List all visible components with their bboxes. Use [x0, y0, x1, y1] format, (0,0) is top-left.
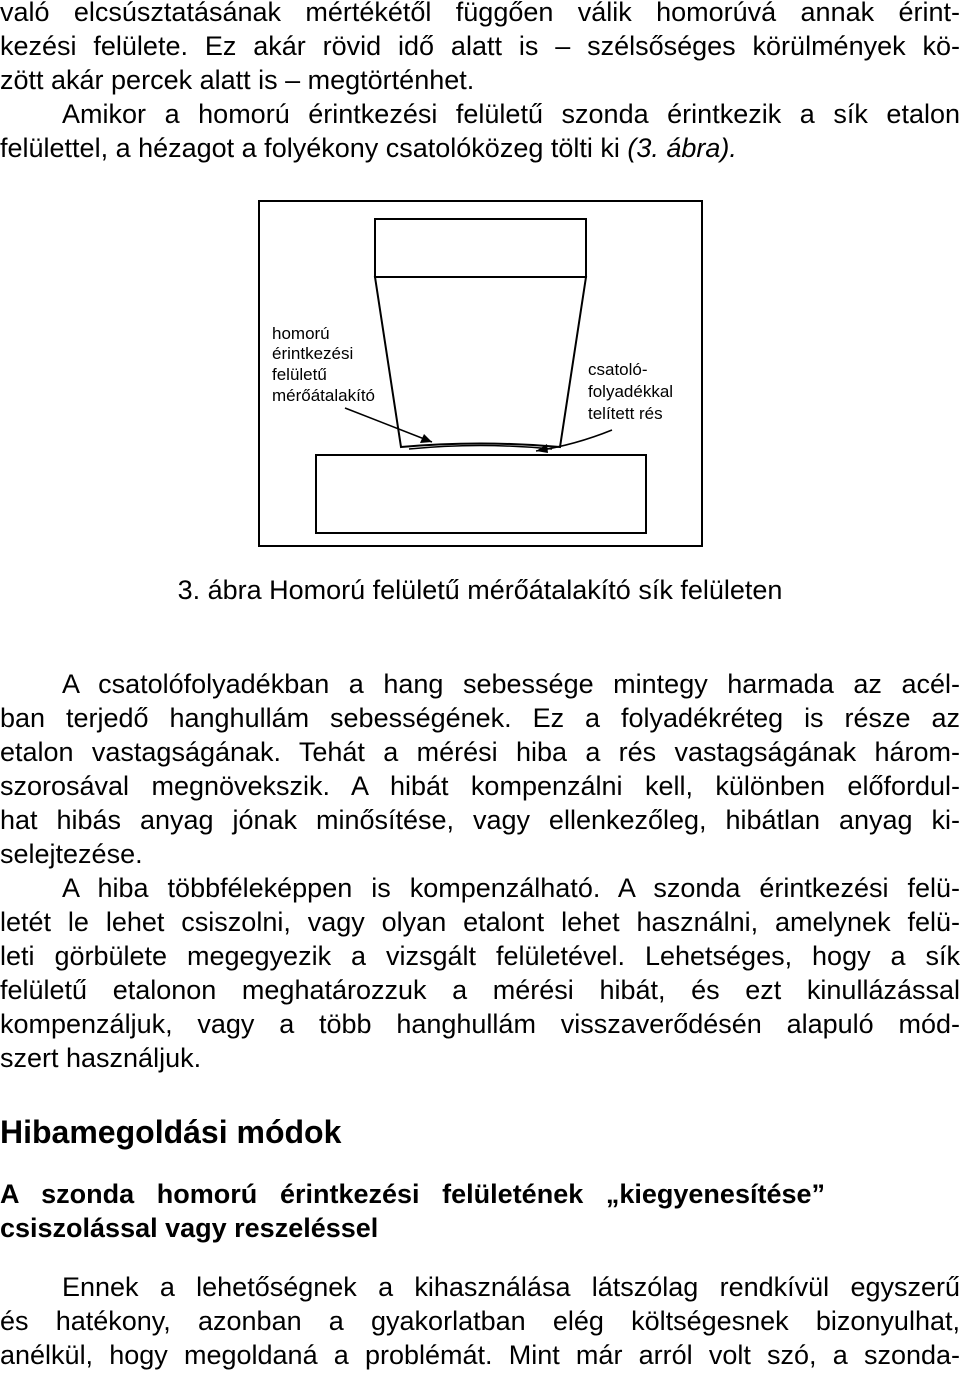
subsection-heading-line-2: csiszolással vagy reszeléssel	[0, 1213, 379, 1243]
intro-line-2: kezési felülete. Ez akár rövid idő alatt is – szélsőséges körülmények kö-	[0, 31, 960, 61]
paragraph2-line-3: leti görbülete megegyezik a vizsgált felületével. Lehetséges, hogy a sík	[0, 941, 960, 971]
paragraph3-line-1: Ennek a lehetőségnek a kihasználása látszólag rendkívül egyszerű	[62, 1272, 960, 1302]
paragraph2-line-5: kompenzáljuk, vagy a több hanghullám visszaverődésén alapuló mód-	[0, 1009, 960, 1039]
paragraph2-line-1: A hiba többféleképpen is kompenzálható. A szonda érintkezési felü-	[62, 873, 960, 903]
paragraph3-line-3: anélkül, hogy megoldaná a problémát. Mint már arról volt szó, a szonda-	[0, 1340, 960, 1370]
label-left-line-4: mérőátalakító	[272, 386, 375, 405]
paragraph3-line-2: és hatékony, azonban a gyakorlatban elég költségesnek bizonyulhat,	[0, 1306, 960, 1336]
paragraph1-line-3: etalon vastagságának. Tehát a mérési hiba a rés vastagságának három-	[0, 737, 960, 767]
concave-transducer-body	[375, 277, 586, 447]
intro-line-3: zött akár percek alatt is – megtörténhet.	[0, 65, 475, 95]
paragraph2-line-4: felületű etalonon meghatározzuk a mérési hibát, és ezt kinullázással	[0, 975, 960, 1005]
figure-caption: 3. ábra Homorú felületű mérőátalakító sík felületen	[177, 575, 783, 605]
intro-line-5-text: felülettel, a hézagot a folyékony csatolóközeg tölti ki	[0, 133, 628, 163]
label-right-line-3: telített rés	[588, 404, 663, 423]
transducer-top-block	[375, 219, 586, 277]
paragraph2-line-6: szert használjuk.	[0, 1043, 202, 1073]
subsection-heading-line-1: A szonda homorú érintkezési felületének „kiegyenesítése”	[0, 1179, 825, 1209]
paragraph1-line-6: selejtezése.	[0, 839, 143, 869]
figure-reference: (3. ábra).	[627, 133, 737, 163]
coupling-gap-line	[409, 446, 552, 450]
intro-line-4: Amikor a homorú érintkezési felületű szonda érintkezik a sík etalon	[62, 99, 960, 129]
intro-line-1: való elcsúsztatásának mértékétől függően válik homorúvá annak érint-	[0, 0, 960, 27]
label-right-line-1: csatoló-	[588, 360, 648, 379]
paragraph1-line-5: hat hibás anyag jónak minősítése, vagy ellenkezőleg, hibátlan anyag ki-	[0, 805, 960, 835]
section-heading: Hibamegoldási módok	[0, 1114, 342, 1150]
label-left-line-3: felületű	[272, 365, 327, 384]
paragraph1-line-4: szorosával megnövekszik. A hibát kompenzálni kell, különben előfordul-	[0, 771, 960, 801]
paragraph1-line-2: ban terjedő hanghullám sebességének. Ez a folyadékréteg is része az	[0, 703, 960, 733]
label-left-line-2: érintkezési	[272, 344, 354, 363]
label-left-line-1: homorú	[272, 324, 330, 343]
figure-3-diagram	[0, 0, 960, 560]
flat-reference-block	[316, 455, 646, 533]
label-right-line-2: folyadékkal	[588, 382, 674, 401]
paragraph2-line-2: letét le lehet csiszolni, vagy olyan etalont lehet használni, amelynek felü-	[0, 907, 960, 937]
paragraph1-line-1: A csatolófolyadékban a hang sebessége mintegy harmada az acél-	[62, 669, 960, 699]
